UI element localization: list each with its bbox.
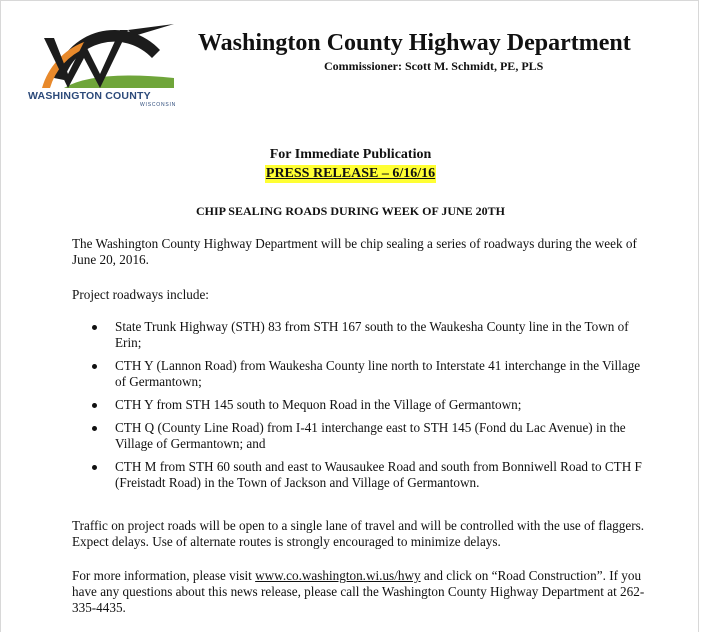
list-item: [72, 358, 647, 390]
more-info-paragraph: [72, 568, 647, 616]
bullet-icon: [92, 325, 97, 330]
list-item: [72, 420, 647, 452]
more-info-pre: For more information, please visit: [72, 568, 256, 583]
logo-state-name: WISCONSIN: [140, 102, 177, 108]
bullet-icon: [92, 426, 97, 431]
list-item: [72, 319, 647, 351]
bullet-icon: [92, 465, 97, 470]
roadway-text: CTH M from STH 60 south and east to Wausaukee Road and south from Bonniwell Road to CTH F (Freistadt Road) in the Town of Jackson and Village of Germantown.: [115, 459, 642, 490]
intro-paragraph: The Washington County Highway Department will be chip sealing a series of roadways during the week of June 20, 2016.: [72, 236, 637, 267]
press-release-label: PRESS RELEASE – 6/16/16: [265, 166, 436, 181]
logo-county-name: WASHINGTON COUNTY: [28, 90, 151, 102]
list-item: [72, 459, 647, 491]
commissioner-line: Commissioner: Scott M. Schmidt, PE, PLS: [324, 59, 544, 73]
county-w-logo-icon: [24, 18, 184, 98]
roadway-text: State Trunk Highway (STH) 83 from STH 167 south to the Waukesha County line in the Town of Erin;: [115, 319, 629, 350]
release-block: [0, 146, 701, 183]
roadways-intro: Project roadways include:: [72, 287, 209, 302]
headline: CHIP SEALING ROADS DURING WEEK OF JUNE 20TH: [195, 204, 506, 218]
bullet-icon: [92, 403, 97, 408]
bullet-icon: [92, 364, 97, 369]
publication-notice: For Immediate Publication: [269, 147, 432, 162]
roadway-text: CTH Y (Lannon Road) from Waukesha County line north to Interstate 41 interchange in the Village of Germantown;: [115, 358, 641, 389]
roadway-text: CTH Y from STH 145 south to Mequon Road in the Village of Germantown;: [115, 397, 522, 412]
county-logo: [24, 18, 184, 108]
list-item: [72, 397, 647, 413]
more-info-post: and click on “Road Construction”. If you have any questions about this news release, please call the Washington County Highway Department at 262-335-4435.: [72, 568, 645, 615]
department-title: Washington County Highway Department: [198, 30, 631, 56]
traffic-paragraph: Traffic on project roads will be open to a single lane of travel and will be controlled with the use of flaggers. Expect delays. Use of alternate routes is strongly encouraged to minimize delays.: [72, 518, 645, 549]
roadway-list: [72, 319, 647, 498]
roadway-text: CTH Q (County Line Road) from I-41 interchange east to STH 145 (Fond du Lac Avenue) in the Village of Germantown; and: [115, 420, 626, 451]
website-link[interactable]: www.co.washington.wi.us/hwy: [255, 568, 421, 583]
